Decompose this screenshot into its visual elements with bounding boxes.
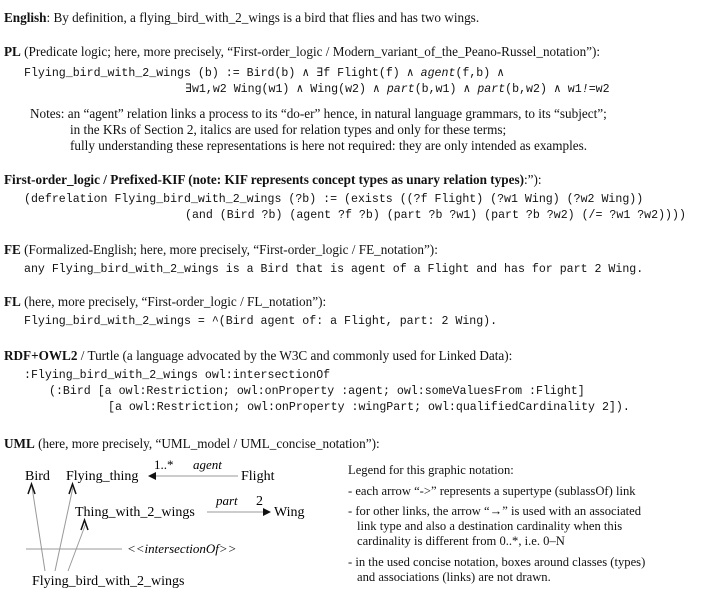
fe-label: FE <box>4 242 21 257</box>
pl-label: PL <box>4 44 21 59</box>
subtype-arrow-bird <box>32 487 45 571</box>
kif-line-1: (defrelation Flying_bird_with_2_wings (?b) := (exists ((?f Flight) (?w1 Wing) (?w2 Wing)) <box>24 193 644 206</box>
class-bird: Bird <box>25 469 50 484</box>
agent-cardinality: 1..* <box>154 457 174 472</box>
notes-line-2: in the KRs of Section 2, italics are used for relation types and only for these terms; <box>70 122 507 137</box>
notes-line-3: fully understanding these representations is here not required: they are only intended as examples. <box>70 138 588 153</box>
uml-diagram <box>0 450 340 595</box>
agent-relation: agent <box>420 67 456 80</box>
rdf-line-3: [a owl:Restriction; owl:onProperty :wingPart; owl:qualifiedCardinality 2]). <box>108 401 630 414</box>
notes-line-1: Notes: an “agent” relation links a process to its “do-er” hence, in natural language grammars, to its “subject”; <box>30 106 607 121</box>
rdf-line-1: :Flying_bird_with_2_wings owl:intersectionOf <box>24 369 331 382</box>
agent-link-label: agent <box>193 457 222 472</box>
legend-item-2-line-3: cardinality is different from 0..*, i.e. 0–N <box>357 534 565 548</box>
pl-formula-line-1: Flying_bird_with_2_wings (b) := Bird(b) ∧ ∃f Flight(f) ∧ agent(f,b) ∧ <box>24 67 505 80</box>
class-flying-thing: Flying_thing <box>66 469 139 484</box>
english-text: : By definition, a flying_bird_with_2_wings is a bird that flies and has two wings. <box>46 10 480 25</box>
kif-label: First-order_logic / Prefixed-KIF <box>4 172 185 187</box>
class-flying-bird-with-2-wings: Flying_bird_with_2_wings <box>32 574 185 589</box>
part-link-label: part <box>216 493 238 508</box>
fe-line-1: any Flying_bird_with_2_wings is a Bird that is agent of a Flight and has for part 2 Wing. <box>24 263 644 276</box>
rdf-heading: RDF+OWL2 / Turtle (a language advocated by the W3C and commonly used for Linked Data): <box>4 348 513 363</box>
pl-heading <box>4 44 600 60</box>
legend-item-3-line-1: - in the used concise notation, boxes around classes (types) <box>348 555 646 569</box>
kif-line-2: (and (Bird ?b) (agent ?f ?b) (part ?b ?w1) (part ?b ?w2) (/= ?w1 ?w2)))) <box>185 209 686 222</box>
fl-line-1: Flying_bird_with_2_wings = ^(Bird agent of: a Flight, part: 2 Wing). <box>24 315 498 328</box>
class-thing-with-2-wings: Thing_with_2_wings <box>75 505 195 520</box>
pl-formula-line-2: ∃w1,w2 Wing(w1) ∧ Wing(w2) ∧ part(b,w1) ∧ part(b,w2) ∧ w1!=w2 <box>185 83 610 96</box>
legend-item-1: - each arrow “->” represents a supertype (sublassOf) link <box>348 484 636 498</box>
pl-description: (Predicate logic; here, more precisely, “First-order_logic / Modern_variant_of_the_Peano-Russel_notation”): <box>20 44 601 59</box>
uml-heading: UML (here, more precisely, “UML_model / UML_concise_notation”): <box>4 436 380 451</box>
fl-label: FL <box>4 294 21 309</box>
english-label: English <box>4 10 47 25</box>
english-paragraph <box>4 10 479 26</box>
intersection-of-stereotype: <<intersectionOf>> <box>127 541 237 556</box>
part-relation: part <box>386 83 415 96</box>
kif-heading: First-order_logic / Prefixed-KIF (note: KIF represents concept types as unary relation types):”): <box>4 172 542 187</box>
legend-item-2-line-2: link type and also a destination cardinality when this <box>357 519 623 533</box>
rdf-label: RDF+OWL2 <box>4 348 78 363</box>
class-wing: Wing <box>274 505 305 520</box>
fe-heading: FE (Formalized-English; here, more precisely, “First-order_logic / FE_notation”): <box>4 242 438 257</box>
legend-item-3-line-2: and associations (links) are not drawn. <box>357 570 551 584</box>
part-relation: part <box>477 83 506 96</box>
subtype-arrow-flying-thing <box>55 487 73 571</box>
rdf-line-2: (:Bird [a owl:Restriction; owl:onProperty :agent; owl:someValuesFrom :Flight] <box>49 385 585 398</box>
legend-title: Legend for this graphic notation: <box>348 463 514 477</box>
uml-label: UML <box>4 436 35 451</box>
part-cardinality: 2 <box>256 494 263 509</box>
kif-note: (note: KIF represents concept types as unary relation types) <box>184 172 524 187</box>
legend-item-2-line-1: - for other links, the arrow “→” is used with an associated <box>348 504 642 518</box>
fl-heading: FL (here, more precisely, “First-order_logic / FL_notation”): <box>4 294 327 309</box>
class-flight: Flight <box>241 469 275 484</box>
not-equal-relation: != <box>581 83 596 96</box>
subtype-arrow-thing-with-2-wings <box>68 523 86 571</box>
